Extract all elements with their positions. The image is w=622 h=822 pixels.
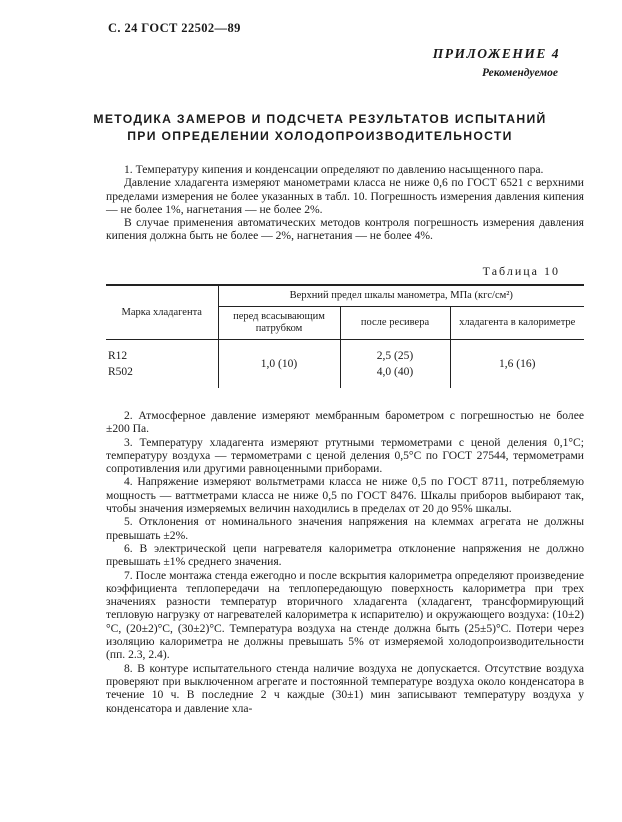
receiver-value-r502: 4,0 (40) xyxy=(376,366,414,378)
header-after-receiver: после ресивера xyxy=(340,307,450,340)
cell-receiver-values xyxy=(340,340,450,389)
paragraph-1-automatic: В случае применения автоматических методов контроля погрешность измерения давления кипения должна быть не более — 2%, нагнетания — не более 4%. xyxy=(106,216,584,243)
paragraph-7: 7. После монтажа стенда ежегодно и после вскрытия калориметра определяют произведение коэффициента теплопередачи на теплопередающую поверхность калориметра при трех значениях разности температур вторичного хладагента (хладагент, трансформирующий тепловую нагрузку от нагревателей калориметра к испарителю) и окружающего воздуха: (10±2)°С, (20±2)°С, (30±2)°С. Температура воздуха на стенде должна быть (25±5)°С. Потери через изоляцию калориметра не должны превышать 5% от измеряемой холодопроизводительности (пп. 2.3, 2.4). xyxy=(106,568,584,662)
paragraph-4: 4. Напряжение измеряют вольтметрами класса не ниже 0,5 по ГОСТ 8711, потребляемую мощность — ваттметрами класса не ниже 0,5 по ГОСТ 8476. Шкалы приборов выбирают так, чтобы значения измеряемых величин находились в пределах от 20 до 95% шкалы. xyxy=(106,475,584,516)
manometer-limits-table xyxy=(106,284,584,388)
cell-brands xyxy=(106,340,218,389)
receiver-value-r12: 2,5 (25) xyxy=(376,350,414,362)
cell-calorimeter-value: 1,6 (16) xyxy=(450,340,584,389)
paragraph-6: 6. В электрической цепи нагревателя калориметра отклонение напряжения не должно превышать ±1% среднего значения. xyxy=(106,541,584,569)
table-caption: Таблица 10 xyxy=(482,264,560,278)
page-header: С. 24 ГОСТ 22502—89 xyxy=(108,21,241,35)
paragraph-3: 3. Температуру хладагента измеряют ртутными термометрами с ценой деления 0,1°С; температуру воздуха — термометрами с ценой деления 0,5°С по ГОСТ 27544, термометрами сопротивления или другими равноценными приборами. xyxy=(106,435,584,476)
appendix-status: Рекомендуемое xyxy=(482,67,558,79)
section-2-text xyxy=(106,409,584,715)
header-scale-limit: Верхний предел шкалы манометра, МПа (кгс/см²) xyxy=(218,285,584,307)
table-header-row xyxy=(106,285,584,307)
paragraph-5: 5. Отклонения от номинального значения напряжения на клеммах агрегата не должны превышать ±2%. xyxy=(106,515,584,542)
paragraph-1: 1. Температуру кипения и конденсации определяют по давлению насыщенного пара. xyxy=(124,163,544,176)
document-title-line-1: МЕТОДИКА ЗАМЕРОВ И ПОДСЧЕТА РЕЗУЛЬТАТОВ ИСПЫТАНИЙ xyxy=(93,112,547,126)
document-title-line-2: ПРИ ОПРЕДЕЛЕНИИ ХОЛОДОПРОИЗВОДИТЕЛЬНОСТИ xyxy=(127,129,513,143)
paragraph-8: 8. В контуре испытательного стенда наличие воздуха не допускается. Отсутствие воздуха проверяют при выключенном агрегате и постоянной температуре воздуха около конденсатора в течение 10 ч. В последние 2 ч каждые (30±1) мин записывают температуру воздуха у конденсатора и давление хла- xyxy=(106,661,584,715)
section-1-text xyxy=(106,163,584,243)
header-refrigerant-brand: Марка хладагента xyxy=(106,285,218,340)
paragraph-1-pressure: Давление хладагента измеряют манометрами класса не ниже 0,6 по ГОСТ 6521 с верхними пределами измерения не более указанных в табл. 10. Погрешность измерения давления кипения — не более 1%, нагнетания — не более 2%. xyxy=(106,176,584,216)
paragraph-2: 2. Атмосферное давление измеряют мембранным барометром с погрешностью не более ±200 Па. xyxy=(106,409,584,436)
brand-r12: R12 xyxy=(108,350,128,362)
header-in-calorimeter: хладагента в калориметре xyxy=(450,307,584,340)
header-before-suction: перед всасывающим патрубком xyxy=(218,307,340,340)
table-row xyxy=(106,340,584,389)
brand-r502: R502 xyxy=(108,366,133,378)
appendix-label: ПРИЛОЖЕНИЕ 4 xyxy=(432,46,560,61)
cell-suction-value: 1,0 (10) xyxy=(218,340,340,389)
